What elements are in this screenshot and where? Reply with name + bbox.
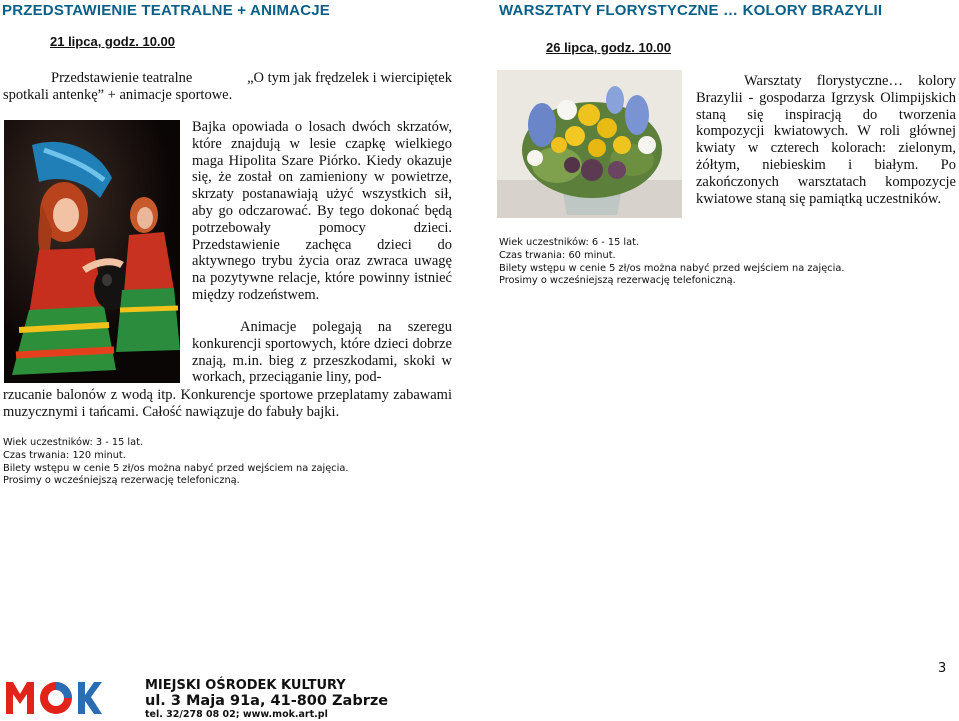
right-info-reservation: Prosimy o wcześniejszą rezerwację telefoniczną. xyxy=(499,275,736,287)
right-event-date: 26 lipca, godz. 10.00 xyxy=(546,40,671,55)
left-section-title: PRZEDSTAWIENIE TEATRALNE + ANIMACJE xyxy=(2,2,330,19)
left-info-age: Wiek uczestników: 3 - 15 lat. xyxy=(3,437,144,448)
page-number: 3 xyxy=(938,661,947,676)
left-story-text: Bajka opowiada o losach dwóch skrzatów, które znajdują w lesie czapkę wielkiego maga Hipolita Szare Piórko. Kiedy okazuje się, że został on zamieniony w powietrze, skrzaty postanawiają użyć wszystkich sił, aby go odczarować. By tego dokonać będą potrzebowały pomocy dzieci. Przedstawienie zachęca dzieci do aktywnego trybu życia oraz zwraca uwagę na pozytywne relacje, które powinny istnieć między rodzeństwem. xyxy=(192,119,452,303)
left-info-duration: Czas trwania: 120 minut. xyxy=(3,449,126,461)
left-event-date: 21 lipca, godz. 10.00 xyxy=(50,34,175,49)
intro-text-a: Przedstawienie teatralne xyxy=(51,70,193,86)
intro-text-b: „O tym jak frędzelek i wiercipiętek xyxy=(247,70,452,86)
footer-org-name: MIEJSKI OŚRODEK KULTURY xyxy=(145,678,346,693)
left-intro xyxy=(3,70,452,104)
intro-text-c: spotkali antenkę” + animacje sportowe. xyxy=(3,86,233,103)
right-description: Warsztaty florystyczne… kolory Brazylii - gospodarza Igrzysk Olimpijskich staną się inspiracją do tworzenia kompozycji kwiatowych. W roli głównej kwiaty w czterech kolorach: zielonym, żółtym, niebieskim i białym. Po zakończonych warsztatach kompozycje kwiatowe staną się pamiątką uczestników. xyxy=(696,73,956,207)
footer-contact: tel. 32/278 08 02; www.mok.art.pl xyxy=(145,709,328,720)
flower-arrangement-photo xyxy=(497,70,682,218)
left-info-tickets: Bilety wstępu w cenie 5 zł/os można nabyć przed wejściem na zajęcia. xyxy=(3,462,349,474)
theater-photo xyxy=(4,120,180,383)
right-info-block xyxy=(499,237,844,288)
mok-logo xyxy=(6,680,102,716)
footer-address: ul. 3 Maja 91a, 41-800 Zabrze xyxy=(145,693,389,709)
right-info-duration: Czas trwania: 60 minut. xyxy=(499,249,616,261)
right-info-age: Wiek uczestników: 6 - 15 lat. xyxy=(499,237,640,248)
left-animation-text-2: rzucanie balonów z wodą itp. Konkurencje sportowe przeplatamy zabawami muzycznymi i tańcami. Całość nawiązuje do fabuły bajki. xyxy=(3,387,452,420)
left-info-block xyxy=(3,437,348,488)
left-info-reservation: Prosimy o wcześniejszą rezerwację telefoniczną. xyxy=(3,475,240,487)
right-section-title: WARSZTATY FLORYSTYCZNE … KOLORY BRAZYLII xyxy=(499,2,883,19)
left-animation-text-1: Animacje polegają na szeregu konkurencji sportowych, które dzieci dobrze znają, m.in. bieg z przeszkodami, skoki w workach, przeciąganie liny, pod- xyxy=(192,319,452,386)
right-info-tickets: Bilety wstępu w cenie 5 zł/os można nabyć przed wejściem na zajęcia. xyxy=(499,262,845,274)
